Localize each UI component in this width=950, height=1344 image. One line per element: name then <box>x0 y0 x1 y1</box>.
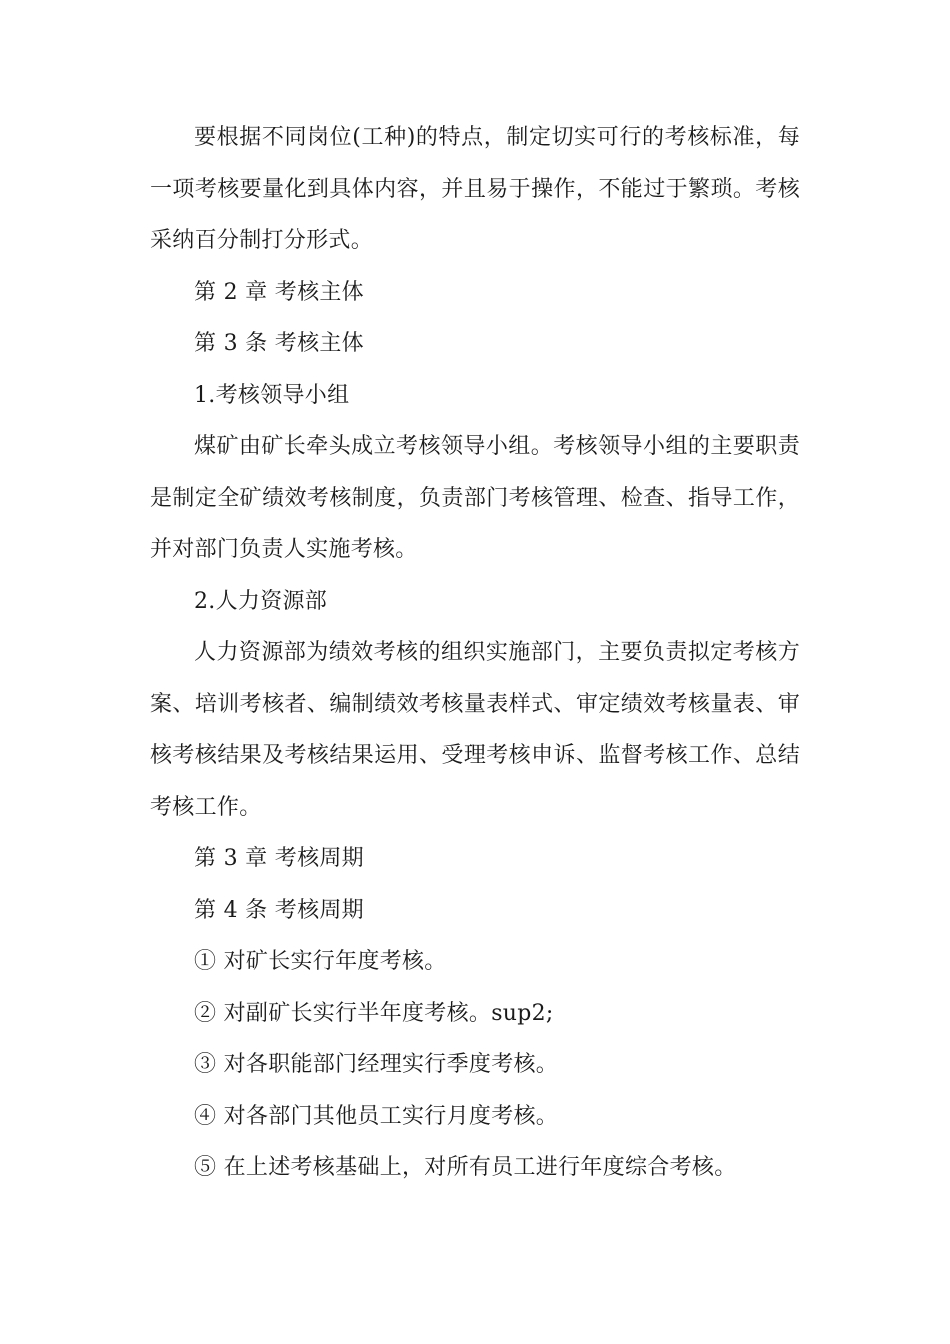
heading-article-4: 第 4 条 考核周期 <box>194 897 364 923</box>
subheading-hr-department: 2.人力资源部 <box>194 588 328 614</box>
subheading-leadership-group: 1.考核领导小组 <box>194 382 350 408</box>
list-item-3: ③ 对各职能部门经理实行季度考核。 <box>194 1052 559 1077</box>
paragraph-leadership-group: 煤矿由矿长牵头成立考核领导小组。考核领导小组的主要职责是制定全矿绩效考核制度，负责部门考核管理、检查、指导工作，并对部门负责人实施考核。 <box>150 434 800 562</box>
list-item-2: ② 对副矿长实行半年度考核。sup2; <box>194 1000 554 1026</box>
heading-article-3: 第 3 条 考核主体 <box>194 331 364 356</box>
list-item-1: ① 对矿长实行年度考核。 <box>194 949 447 974</box>
document-page <box>150 112 800 1194</box>
heading-chapter-2: 第 2 章 考核主体 <box>194 279 364 305</box>
paragraph-assessment-standard: 要根据不同岗位(工种)的特点，制定切实可行的考核标准，每一项考核要量化到具体内容，并且易于操作，不能过于繁琐。考核采纳百分制打分形式。 <box>150 125 800 253</box>
list-item-5: ⑤ 在上述考核基础上，对所有员工进行年度综合考核。 <box>194 1155 737 1180</box>
heading-chapter-3: 第 3 章 考核周期 <box>194 846 364 871</box>
list-item-4: ④ 对各部门其他员工实行月度考核。 <box>194 1103 559 1129</box>
paragraph-hr-department: 人力资源部为绩效考核的组织实施部门，主要负责拟定考核方案、培训考核者、编制绩效考核量表样式、审定绩效考核量表、审核考核结果及考核结果运用、受理考核申诉、监督考核工作、总结考核工作。 <box>150 640 800 820</box>
